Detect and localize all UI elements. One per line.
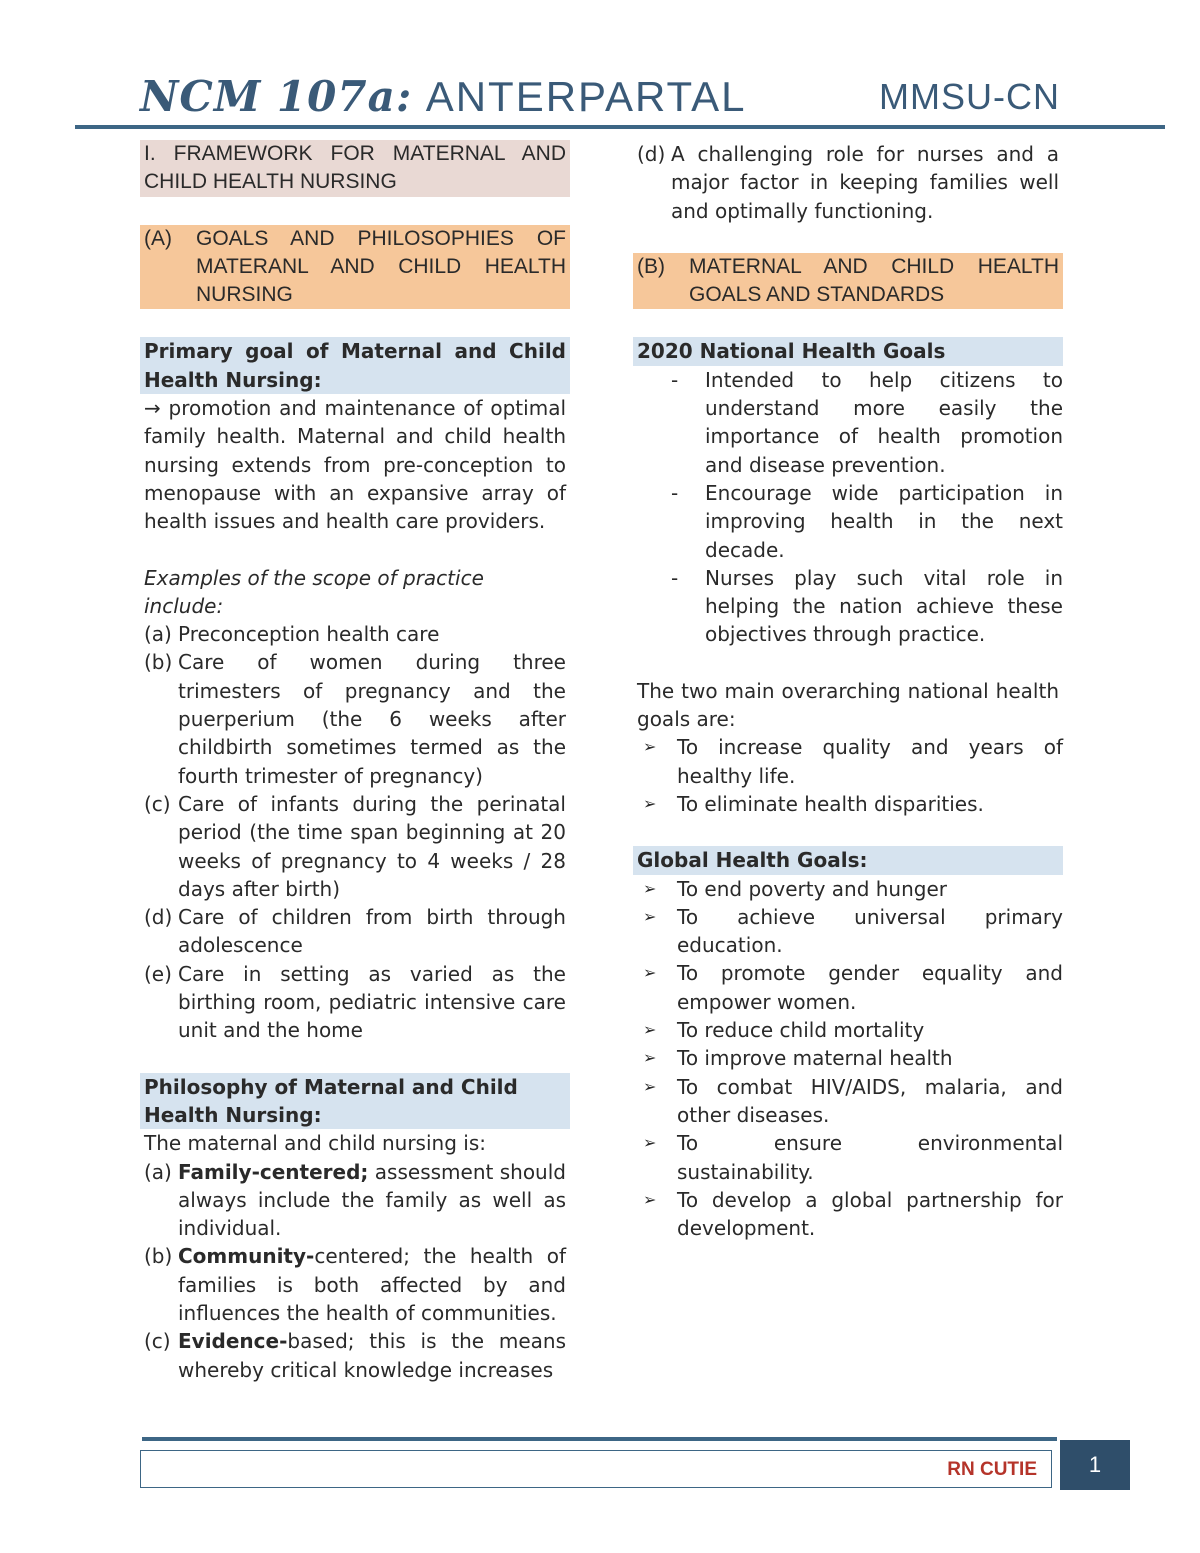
footer-author: RN CUTIE <box>947 1459 1037 1480</box>
list-item: ➢ To combat HIV/AIDS, malaria, and other diseases. <box>633 1073 1063 1130</box>
philosophy-intro: The maternal and child nursing is: <box>144 1131 486 1156</box>
header-rule <box>75 125 1165 129</box>
list-item: ➢ To increase quality and years of healthy life. <box>633 733 1063 790</box>
list-item: (b) Community-centered; the health of families is both affected by and influences the health of communities. <box>144 1244 566 1325</box>
arrow-bullet-icon: ➢ <box>643 963 657 983</box>
primary-goal-body: → promotion and maintenance of optimal family health. Maternal and child health nursing extends from pre-conception to menopause with an expansive array of health issues and health care providers. <box>144 396 566 534</box>
arrow-bullet-icon: ➢ <box>643 906 657 926</box>
list-item: ➢ To end poverty and hunger <box>633 875 1063 903</box>
list-item: - Encourage wide participation in improving health in the next decade. <box>671 480 1063 562</box>
course-code: NCM 107a <box>140 72 396 121</box>
list-item: ➢ To promote gender equality and empower women. <box>633 959 1063 1016</box>
arrow-bullet-icon: ➢ <box>643 1189 657 1209</box>
list-item: ➢ To improve maternal health <box>633 1044 1063 1072</box>
arrow-bullet-icon: ➢ <box>643 737 657 757</box>
subsection-a-label: (A) <box>144 226 172 250</box>
list-item: ➢ To eliminate health disparities. <box>633 790 1063 818</box>
continued-item: (d) A challenging role for nurses and a major factor in keeping families well and optimally functioning. <box>637 142 1059 223</box>
primary-goal-heading: Primary goal of Maternal and Child Health Nursing: <box>140 337 570 394</box>
arrow-bullet-icon: ➢ <box>643 1076 657 1096</box>
list-item: ➢ To ensure environmental sustainability. <box>633 1129 1063 1186</box>
footer-box <box>140 1450 1052 1488</box>
left-column <box>140 140 570 1384</box>
school-name: MMSU-CN <box>879 76 1060 117</box>
right-column <box>633 140 1063 1242</box>
list-item: (c) Evidence-based; this is the means whereby critical knowledge increases <box>144 1329 566 1382</box>
list-item: ➢ To develop a global partnership for development. <box>633 1186 1063 1243</box>
title-separator: : <box>395 72 413 121</box>
list-item: ➢ To reduce child mortality <box>633 1016 1063 1044</box>
topic-title: ANTERPARTAL <box>425 73 747 120</box>
document-title <box>140 72 746 121</box>
footer-rule <box>142 1437 1057 1441</box>
philosophy-heading: Philosophy of Maternal and Child Health Nursing: <box>140 1073 570 1130</box>
subsection-a-heading <box>140 225 570 310</box>
list-item: (e) Care in setting as varied as the birthing room, pediatric intensive care unit and the home <box>144 961 566 1043</box>
overarching-intro: The two main overarching national health goals are: <box>637 678 1059 732</box>
list-item: (a) Family-centered; assessment should always include the family as well as individual. <box>144 1159 566 1241</box>
philosophy-list <box>140 1158 570 1384</box>
list-item: ➢ To achieve universal primary education. <box>633 903 1063 960</box>
list-item: - Intended to help citizens to understand more easily the importance of health promotion and disease prevention. <box>671 367 1063 477</box>
subsection-a-text: GOALS AND PHILOSOPHIES OF MATERANL AND CHILD HEALTH NURSING <box>196 226 566 307</box>
arrow-bullet-icon: ➢ <box>643 793 657 813</box>
global-goals-list <box>633 875 1063 1243</box>
scope-list <box>140 620 570 1044</box>
arrow-bullet-icon: ➢ <box>643 878 657 898</box>
subsection-b-text: MATERNAL AND CHILD HEALTH GOALS AND STANDARDS <box>689 254 1059 307</box>
national-goals-list <box>633 366 1063 649</box>
overarching-list <box>633 733 1063 818</box>
list-item: (b) Care of women during three trimesters of pregnancy and the puerperium (the 6 weeks after childbirth sometimes termed as the fourth trimester of pregnancy) <box>144 650 566 788</box>
national-goals-heading: 2020 National Health Goals <box>633 337 1063 365</box>
subsection-b-label: (B) <box>637 254 665 278</box>
page-header <box>140 72 1060 124</box>
list-item: - Nurses play such vital role in helping the nation achieve these objectives through practice. <box>671 565 1063 647</box>
global-goals-heading: Global Health Goals: <box>633 846 1063 874</box>
list-item: (c) Care of infants during the perinatal period (the time span beginning at 20 weeks of pregnancy to 4 weeks / 28 days after birth) <box>144 791 566 901</box>
list-item: (a) Preconception health care <box>144 622 440 647</box>
list-item: (d) Care of children from birth through adolescence <box>144 905 566 958</box>
arrow-bullet-icon: ➢ <box>643 1048 657 1068</box>
subsection-b-heading <box>633 253 1063 310</box>
page-number: 1 <box>1060 1440 1130 1490</box>
scope-heading: Examples of the scope of practice include: <box>144 565 484 618</box>
arrow-bullet-icon: ➢ <box>643 1020 657 1040</box>
arrow-bullet-icon: ➢ <box>643 1133 657 1153</box>
section-title: I. FRAMEWORK FOR MATERNAL AND CHILD HEALTH NURSING <box>140 140 570 197</box>
